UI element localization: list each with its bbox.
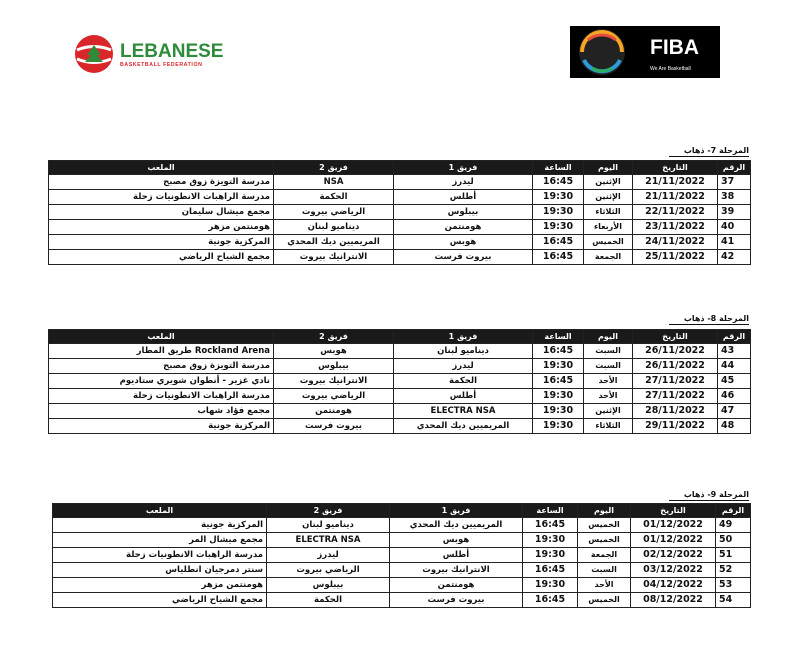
- game-time: 16:45: [533, 250, 584, 265]
- table-header-row: [49, 161, 751, 175]
- game-date: 28/11/2022: [633, 404, 718, 419]
- game-time: 19:30: [533, 389, 584, 404]
- game-team1: أطلس: [394, 190, 533, 205]
- game-date: 22/11/2022: [633, 205, 718, 220]
- game-date: 01/12/2022: [631, 518, 716, 533]
- game-time: 19:30: [523, 533, 578, 548]
- table-row: [49, 205, 751, 220]
- game-team1: بيروت فرست: [394, 250, 533, 265]
- game-team2: هومنتمن: [274, 404, 394, 419]
- col-number: الرقم: [718, 330, 751, 344]
- game-venue: مدرسة التويزة زوق مصبح: [49, 359, 274, 374]
- game-time: 16:45: [533, 235, 584, 250]
- table-row: [49, 235, 751, 250]
- game-venue: سنتر دمرجيان انطلياس: [53, 563, 267, 578]
- game-number: 49: [716, 518, 751, 533]
- table-row: [49, 419, 751, 434]
- game-venue: مجمع ميشال سليمان: [49, 205, 274, 220]
- col-date: التاريخ: [633, 161, 718, 175]
- table-row: [49, 190, 751, 205]
- game-day: الخميس: [578, 518, 631, 533]
- game-venue: مدرسة التويزة زوق مصبح: [49, 175, 274, 190]
- col-time: الساعة: [523, 504, 578, 518]
- game-team2: الرياضي بيروت: [274, 205, 394, 220]
- table-row: [49, 404, 751, 419]
- game-number: 43: [718, 344, 751, 359]
- game-day: الإثنين: [584, 190, 633, 205]
- game-team1: ديناميو لبنان: [394, 344, 533, 359]
- col-team2: فريق 2: [267, 504, 390, 518]
- game-venue: مجمع الشياح الرياضي: [49, 250, 274, 265]
- game-day: الإثنين: [584, 404, 633, 419]
- game-number: 46: [718, 389, 751, 404]
- game-day: الأربعاء: [584, 220, 633, 235]
- game-team1: ليدرز: [394, 175, 533, 190]
- game-team1: بيروت فرست: [390, 593, 523, 608]
- game-team2: الانترانيك بيروت: [274, 374, 394, 389]
- game-day: الأحد: [584, 389, 633, 404]
- table-row: [53, 548, 751, 563]
- game-team1: بيبلوس: [394, 205, 533, 220]
- game-number: 53: [716, 578, 751, 593]
- game-day: السبت: [584, 359, 633, 374]
- game-team2: الرياضي بيروت: [274, 389, 394, 404]
- table-header-row: [49, 330, 751, 344]
- game-date: 27/11/2022: [633, 374, 718, 389]
- game-team1: هومنتمن: [394, 220, 533, 235]
- game-team2: بيروت فرست: [274, 419, 394, 434]
- federation-name: LEBANESE: [120, 41, 224, 62]
- game-team1: الانترانيك بيروت: [390, 563, 523, 578]
- table-row: [49, 389, 751, 404]
- game-date: 29/11/2022: [633, 419, 718, 434]
- game-team1: هوبس: [390, 533, 523, 548]
- col-number: الرقم: [718, 161, 751, 175]
- game-time: 16:45: [523, 593, 578, 608]
- col-number: الرقم: [716, 504, 751, 518]
- game-number: 45: [718, 374, 751, 389]
- game-venue: مدرسة الراهبات الانطونيات زحلة: [49, 190, 274, 205]
- game-day: الإثنين: [584, 175, 633, 190]
- game-team1: الحكمة: [394, 374, 533, 389]
- game-day: الثلاثاء: [584, 419, 633, 434]
- game-number: 38: [718, 190, 751, 205]
- game-team2: ELECTRA NSA: [267, 533, 390, 548]
- game-date: 23/11/2022: [633, 220, 718, 235]
- game-team1: هوبس: [394, 235, 533, 250]
- round-7-title: المرحلة 7- ذهاب: [669, 146, 749, 157]
- game-number: 44: [718, 359, 751, 374]
- game-day: السبت: [584, 344, 633, 359]
- col-day: اليوم: [584, 330, 633, 344]
- game-team2: هوبس: [274, 344, 394, 359]
- game-time: 16:45: [533, 374, 584, 389]
- round-8-table: [48, 329, 751, 434]
- game-date: 08/12/2022: [631, 593, 716, 608]
- table-row: [49, 374, 751, 389]
- game-number: 51: [716, 548, 751, 563]
- col-day: اليوم: [578, 504, 631, 518]
- game-time: 16:45: [533, 344, 584, 359]
- game-time: 19:30: [533, 220, 584, 235]
- game-time: 16:45: [533, 175, 584, 190]
- game-team2: بيبلوس: [274, 359, 394, 374]
- table-row: [49, 359, 751, 374]
- game-day: الخميس: [578, 533, 631, 548]
- game-venue: المركزية جونية: [49, 419, 274, 434]
- game-team2: المريميين ديك المحدي: [274, 235, 394, 250]
- game-number: 50: [716, 533, 751, 548]
- fiba-logo: [570, 26, 720, 78]
- game-day: الأحد: [578, 578, 631, 593]
- game-date: 24/11/2022: [633, 235, 718, 250]
- game-time: 19:30: [533, 190, 584, 205]
- game-team2: ليدرز: [267, 548, 390, 563]
- game-number: 42: [718, 250, 751, 265]
- game-number: 40: [718, 220, 751, 235]
- game-team2: الحكمة: [267, 593, 390, 608]
- game-number: 48: [718, 419, 751, 434]
- game-team1: المريميين ديك المحدي: [390, 518, 523, 533]
- game-venue: Rockland Arena طريق المطار: [49, 344, 274, 359]
- table-row: [49, 344, 751, 359]
- game-date: 25/11/2022: [633, 250, 718, 265]
- fiba-tagline: We Are Basketball: [650, 66, 691, 72]
- game-team2: الرياضي بيروت: [267, 563, 390, 578]
- game-team2: الانترانيك بيروت: [274, 250, 394, 265]
- game-day: الجمعة: [584, 250, 633, 265]
- game-time: 19:30: [533, 404, 584, 419]
- game-time: 19:30: [533, 205, 584, 220]
- game-venue: هومنتمن مزهر: [53, 578, 267, 593]
- game-number: 37: [718, 175, 751, 190]
- game-date: 26/11/2022: [633, 359, 718, 374]
- game-venue: مدرسة الراهبات الانطونيات زحلة: [49, 389, 274, 404]
- fiba-name: FIBA: [650, 36, 699, 59]
- round-9-table: [52, 503, 751, 608]
- col-team2: فريق 2: [274, 330, 394, 344]
- game-time: 19:30: [533, 419, 584, 434]
- game-number: 54: [716, 593, 751, 608]
- table-row: [49, 175, 751, 190]
- col-date: التاريخ: [633, 330, 718, 344]
- table-header-row: [53, 504, 751, 518]
- game-team1: ليدرز: [394, 359, 533, 374]
- game-date: 27/11/2022: [633, 389, 718, 404]
- game-team1: هومنتمن: [390, 578, 523, 593]
- col-venue: الملعب: [49, 330, 274, 344]
- lebanese-federation-logo: [72, 33, 262, 75]
- round-8-title: المرحلة 8- ذهاب: [669, 314, 749, 325]
- game-venue: المركزية جونية: [53, 518, 267, 533]
- round-9-title: المرحلة 9- ذهاب: [669, 490, 749, 501]
- game-day: الخميس: [584, 235, 633, 250]
- col-venue: الملعب: [53, 504, 267, 518]
- game-venue: مجمع الشياح الرياضي: [53, 593, 267, 608]
- col-team1: فريق 1: [394, 330, 533, 344]
- game-venue: مجمع فؤاد شهاب: [49, 404, 274, 419]
- game-venue: مجمع ميشال المر: [53, 533, 267, 548]
- game-number: 47: [718, 404, 751, 419]
- game-number: 41: [718, 235, 751, 250]
- game-team2: بيبلوس: [267, 578, 390, 593]
- game-date: 21/11/2022: [633, 190, 718, 205]
- federation-subtitle: BASKETBALL FEDERATION: [120, 62, 203, 68]
- game-venue: مدرسة الراهبات الانطونيات زحلة: [53, 548, 267, 563]
- round-7-table: [48, 160, 751, 265]
- table-row: [49, 220, 751, 235]
- col-team1: فريق 1: [390, 504, 523, 518]
- game-date: 01/12/2022: [631, 533, 716, 548]
- game-venue: هومنتمن مزهر: [49, 220, 274, 235]
- col-team1: فريق 1: [394, 161, 533, 175]
- game-team1: ELECTRA NSA: [394, 404, 533, 419]
- game-team1: أطلس: [394, 389, 533, 404]
- table-row: [53, 578, 751, 593]
- game-day: الأحد: [584, 374, 633, 389]
- col-date: التاريخ: [631, 504, 716, 518]
- game-time: 16:45: [523, 563, 578, 578]
- game-team2: الحكمة: [274, 190, 394, 205]
- game-team2: NSA: [274, 175, 394, 190]
- col-team2: فريق 2: [274, 161, 394, 175]
- col-venue: الملعب: [49, 161, 274, 175]
- table-row: [49, 250, 751, 265]
- game-team2: ديناميو لبنان: [267, 518, 390, 533]
- game-number: 52: [716, 563, 751, 578]
- game-date: 03/12/2022: [631, 563, 716, 578]
- game-time: 19:30: [523, 578, 578, 593]
- game-day: الثلاثاء: [584, 205, 633, 220]
- game-date: 04/12/2022: [631, 578, 716, 593]
- game-team1: المريميين ديك المحدي: [394, 419, 533, 434]
- col-time: الساعة: [533, 330, 584, 344]
- game-day: السبت: [578, 563, 631, 578]
- game-venue: نادي غزير - أنطوان شويري ستاديوم: [49, 374, 274, 389]
- game-time: 16:45: [523, 518, 578, 533]
- game-date: 21/11/2022: [633, 175, 718, 190]
- table-row: [53, 563, 751, 578]
- game-day: الخميس: [578, 593, 631, 608]
- fiba-ball-icon: [579, 29, 625, 75]
- game-team1: أطلس: [390, 548, 523, 563]
- table-row: [53, 533, 751, 548]
- basketball-cedar-icon: [75, 35, 113, 73]
- game-day: الجمعة: [578, 548, 631, 563]
- col-day: اليوم: [584, 161, 633, 175]
- game-time: 19:30: [523, 548, 578, 563]
- game-time: 19:30: [533, 359, 584, 374]
- table-row: [53, 593, 751, 608]
- game-date: 26/11/2022: [633, 344, 718, 359]
- col-time: الساعة: [533, 161, 584, 175]
- game-venue: المركزية جونية: [49, 235, 274, 250]
- table-row: [53, 518, 751, 533]
- game-date: 02/12/2022: [631, 548, 716, 563]
- game-team2: ديناميو لبنان: [274, 220, 394, 235]
- game-number: 39: [718, 205, 751, 220]
